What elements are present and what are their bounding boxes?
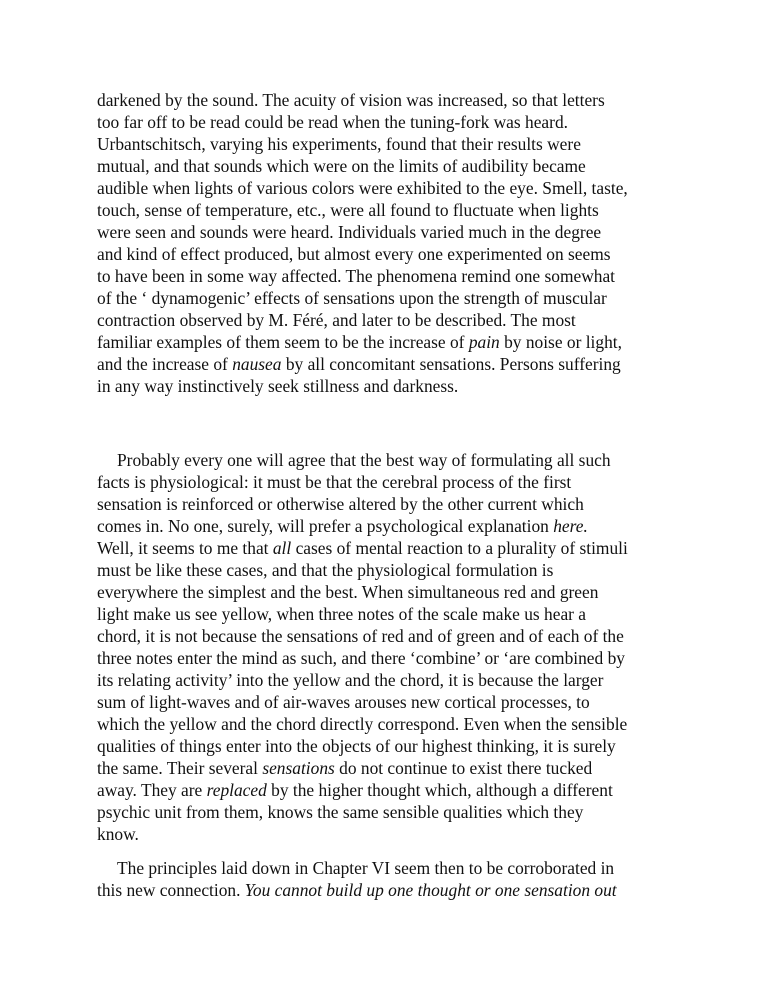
text-run: were seen and sounds were heard. Individuals varied much in the degree [97, 222, 602, 242]
text-run: Well, it seems to me that [97, 538, 273, 558]
text-run: and the increase of [97, 354, 233, 374]
text-line [97, 603, 675, 625]
italic-text: nausea [232, 354, 282, 374]
text-line [97, 515, 675, 537]
text-line [97, 177, 675, 199]
text-line [97, 879, 675, 901]
text-run: audible when lights of various colors were exhibited to the eye. Smell, taste, [97, 178, 628, 198]
text-run: sum of light-waves and of air-waves arouses new cortical processes, to [97, 692, 590, 712]
text-run: familiar examples of them seem to be the increase of [97, 332, 469, 352]
text-run: by noise or light, [499, 332, 622, 352]
text-run: and kind of effect produced, but almost every one experimented on seems [97, 244, 611, 264]
text-run: facts is physiological: it must be that the cerebral process of the first [97, 472, 572, 492]
text-line [97, 221, 675, 243]
text-run: in any way instinctively seek stillness and darkness. [97, 376, 459, 396]
text-line [97, 735, 675, 757]
text-run: its relating activity’ into the yellow and the chord, it is because the larger [97, 670, 604, 690]
text-run: away. They are [97, 780, 207, 800]
text-line [97, 779, 675, 801]
text-line [97, 133, 675, 155]
text-line [97, 449, 675, 471]
text-run: qualities of things enter into the objects of our highest thinking, it is surely [97, 736, 616, 756]
text-line [97, 823, 675, 845]
text-line [97, 265, 675, 287]
text-run: of the ‘ dynamogenic’ effects of sensations upon the strength of muscular [97, 288, 607, 308]
document-page [97, 89, 675, 901]
text-run: everywhere the simplest and the best. When simultaneous red and green [97, 582, 599, 602]
text-line [97, 757, 675, 779]
text-run: Urbantschitsch, varying his experiments, found that their results were [97, 134, 581, 154]
text-line [97, 89, 675, 111]
text-run: darkened by the sound. The acuity of vision was increased, so that letters [97, 90, 605, 110]
text-line [97, 857, 675, 879]
text-line [97, 669, 675, 691]
text-line [97, 375, 675, 397]
text-run: by all concomitant sensations. Persons suffering [281, 354, 621, 374]
text-line [97, 155, 675, 177]
text-line [97, 287, 675, 309]
text-line [97, 691, 675, 713]
text-run: touch, sense of temperature, etc., were all found to fluctuate when lights [97, 200, 599, 220]
text-run: psychic unit from them, knows the same sensible qualities which they [97, 802, 584, 822]
text-line [97, 625, 675, 647]
text-run: contraction observed by M. Féré, and later to be described. The most [97, 310, 576, 330]
text-run: sensation is reinforced or otherwise altered by the other current which [97, 494, 584, 514]
text-line [97, 309, 675, 331]
text-run: by the higher thought which, although a different [266, 780, 613, 800]
paragraph-1 [97, 89, 675, 397]
text-line [97, 199, 675, 221]
text-line [97, 111, 675, 133]
text-run: do not continue to exist there tucked [334, 758, 593, 778]
text-run: cases of mental reaction to a plurality of stimuli [291, 538, 628, 558]
text-line [97, 537, 675, 559]
paragraph-3 [97, 857, 675, 901]
text-line [97, 471, 675, 493]
text-line [97, 353, 675, 375]
paragraph-2 [97, 449, 675, 845]
text-run: chord, it is not because the sensations of red and of green and of each of the [97, 626, 624, 646]
text-line [97, 559, 675, 581]
text-line [97, 713, 675, 735]
text-run: know. [97, 824, 139, 844]
text-run: mutual, and that sounds which were on the limits of audibility became [97, 156, 586, 176]
text-run: too far off to be read could be read when the tuning-fork was heard. [97, 112, 568, 132]
italic-text: You cannot build up one thought or one sensation out [244, 880, 617, 900]
text-run: three notes enter the mind as such, and there ‘combine’ or ‘are combined by [97, 648, 625, 668]
text-run: comes in. No one, surely, will prefer a psychological explanation [97, 516, 554, 536]
text-line [97, 581, 675, 603]
italic-text: pain [468, 332, 500, 352]
italic-text: replaced [206, 780, 267, 800]
italic-text: sensations [262, 758, 335, 778]
text-line [97, 647, 675, 669]
text-line [97, 331, 675, 353]
text-line [97, 493, 675, 515]
text-line [97, 801, 675, 823]
text-run: must be like these cases, and that the physiological formulation is [97, 560, 554, 580]
text-run: The principles laid down in Chapter VI seem then to be corroborated in [117, 858, 615, 878]
text-run: Probably every one will agree that the best way of formulating all such [117, 450, 611, 470]
text-run: light make us see yellow, when three notes of the scale make us hear a [97, 604, 587, 624]
italic-text: here. [553, 516, 588, 536]
text-run: which the yellow and the chord directly correspond. Even when the sensible [97, 714, 628, 734]
text-line [97, 243, 675, 265]
italic-text: all [272, 538, 292, 558]
text-run: this new connection. [97, 880, 245, 900]
text-run: to have been in some way affected. The phenomena remind one somewhat [97, 266, 615, 286]
text-run: the same. Their several [97, 758, 263, 778]
